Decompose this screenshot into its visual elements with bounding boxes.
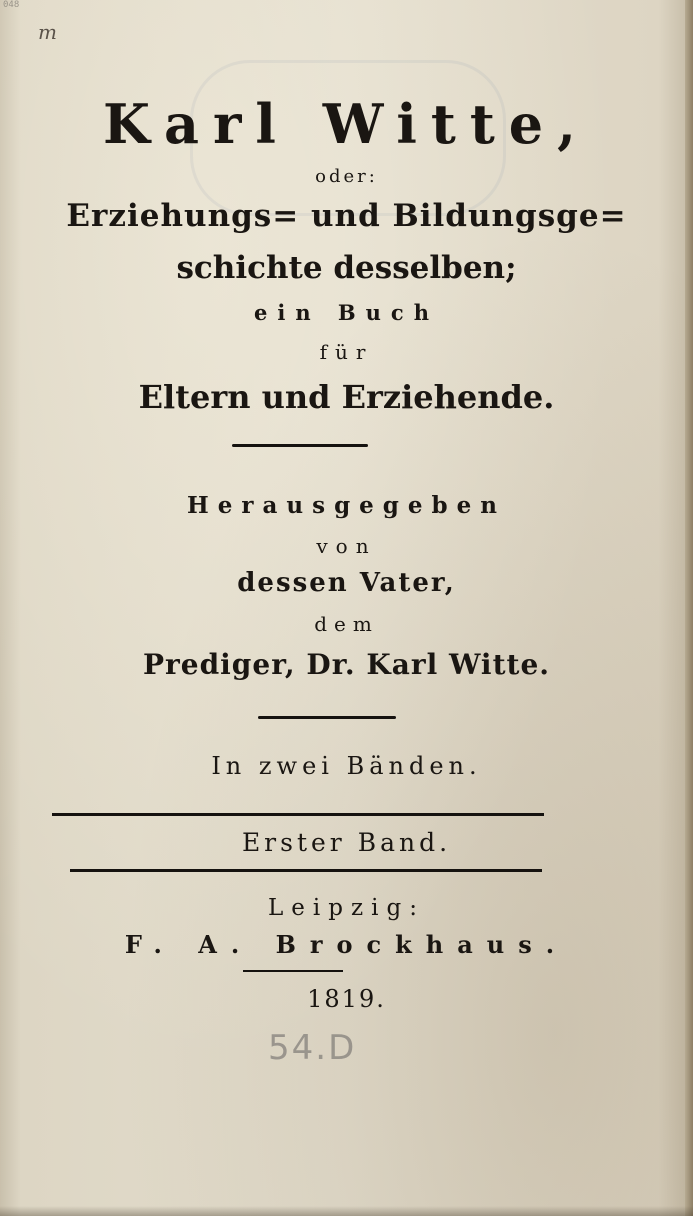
- audience-line: Eltern und Erziehende.: [138, 378, 555, 416]
- publisher-line: F. A. Brockhaus.: [124, 930, 569, 959]
- corner-number: 048: [3, 0, 20, 10]
- by-line: von: [316, 534, 377, 558]
- book-line: ein Buch: [254, 300, 439, 325]
- volumes-line: In zwei Bänden.: [211, 752, 482, 780]
- year-line: 1819.: [307, 985, 386, 1013]
- book-title: Karl Witte,: [103, 92, 590, 156]
- subtitle-line-1: Erziehungs= und Bildungsge=: [66, 198, 627, 234]
- volume-rule-top: [52, 813, 544, 816]
- pencil-shelf-note: 54.D: [268, 1028, 357, 1068]
- author-line: Prediger, Dr. Karl Witte.: [142, 648, 551, 681]
- published-by: Herausgegeben: [187, 492, 506, 519]
- father-line: dessen Vater,: [237, 568, 456, 598]
- the-line: dem: [314, 612, 379, 636]
- place-line: Leipzig:: [268, 895, 425, 921]
- ornamental-rule: [232, 444, 368, 447]
- volume-label: Erster Band.: [241, 828, 452, 857]
- short-rule: [243, 970, 343, 972]
- title-connector: oder:: [315, 166, 378, 187]
- ornamental-rule: [258, 716, 396, 719]
- page-edge: [685, 0, 693, 1216]
- page-shadow: [0, 1206, 693, 1216]
- for-line: für: [319, 340, 374, 364]
- shelfmark: m: [38, 20, 57, 44]
- subtitle-line-2: schichte desselben;: [176, 250, 517, 286]
- volume-rule-bottom: [70, 869, 542, 872]
